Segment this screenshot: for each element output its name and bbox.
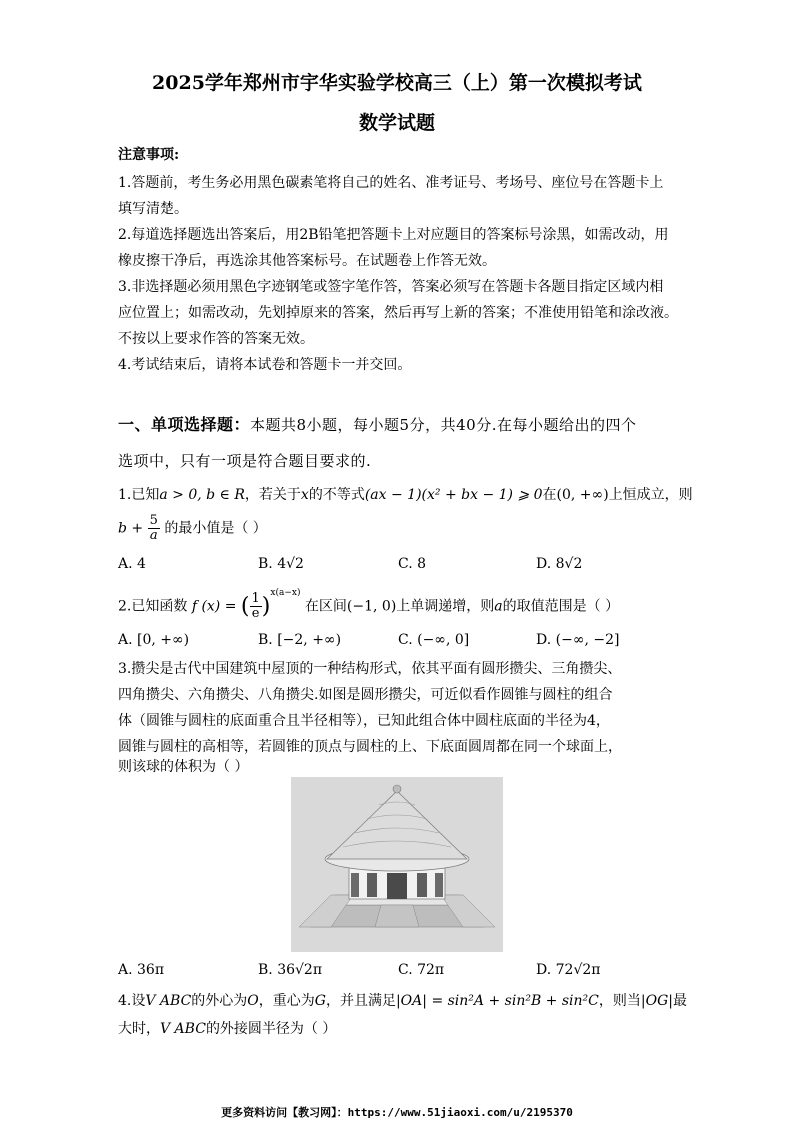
question-4-line-2 xyxy=(118,1018,336,1038)
q4-text: ，重心为 xyxy=(258,993,315,1009)
question-3-line: 圆锥与圆柱的高相等，若圆锥的顶点与圆柱的上、下底面圆周都在同一个球面上， xyxy=(118,739,622,755)
q4-triangle: V ABC xyxy=(145,993,192,1009)
notice-heading: 注意事项: xyxy=(118,147,180,163)
exam-title: 2025学年郑州市宇华实验学校高三（上）第一次模拟考试 xyxy=(152,72,642,94)
q4-text: 4.设 xyxy=(118,993,146,1009)
q4-var-o: O xyxy=(247,993,259,1009)
notice-line: 4.考试结束后，请将本试卷和答题卡一并交回。 xyxy=(118,357,412,373)
notice-line: 1.答题前，考生务必用黑色碳素笔将自己的姓名、准考证号、考场号、座位号在答题卡上 xyxy=(118,175,664,191)
q1-frac-num: 5 xyxy=(149,513,158,528)
q2-option-a[interactable]: A. [0, +∞) xyxy=(118,632,190,648)
q3-option-c[interactable]: C. 72π xyxy=(398,962,445,978)
q1-option-b[interactable]: B. 4√2 xyxy=(258,556,304,572)
notice-line: 不按以上要求作答的答案无效。 xyxy=(118,331,314,347)
q2-text: 在区间 xyxy=(304,598,347,615)
q4-text: 大时， xyxy=(118,1021,160,1037)
pavilion-figure xyxy=(291,777,503,952)
question-1-line-2 xyxy=(118,514,267,543)
notice-line: 应位置上；如需改动，先划掉原来的答案，然后再写上新的答案；不准使用铅笔和涂改液。 xyxy=(118,305,678,321)
section-intro: 本题共8小题，每小题5分，共40分.在每小题给出的四个 xyxy=(250,416,637,434)
notice-line: 橡皮擦干净后，再选涂其他答案标号。在试题卷上作答无效。 xyxy=(118,253,496,269)
q4-text: 的外心为 xyxy=(191,993,248,1009)
q1-expression: b + xyxy=(118,520,144,537)
q1-text: 1.已知 xyxy=(118,487,160,503)
question-3-line: 3.攒尖是古代中国建筑中屋顶的一种结构形式，依其平面有圆形攒尖、三角攒尖、 xyxy=(118,661,622,677)
q1-condition: a > 0, b ∈ R xyxy=(159,487,245,503)
question-1-line-1 xyxy=(118,484,693,504)
q3-option-a[interactable]: A. 36π xyxy=(118,962,165,978)
q2-paren-close: ) xyxy=(261,594,271,619)
question-3-line: 体（圆锥与圆柱的底面重合且半径相等），已知此组合体中圆柱底面的半径为4， xyxy=(118,713,610,729)
notice-line: 3.非选择题必须用黑色字迹钢笔或签字笔作答，答案必须写在答题卡各题目指定区域内相 xyxy=(118,279,664,295)
q1-option-a[interactable]: A. 4 xyxy=(118,556,146,572)
exam-subtitle: 数学试题 xyxy=(358,112,435,134)
q4-og: |OG| xyxy=(640,993,673,1009)
q2-text: 2.已知函数 xyxy=(118,598,188,615)
footer-link[interactable]: 更多资料访问【教习网】：https://www.51jiaoxi.com/u/2195370 xyxy=(221,1106,573,1119)
q4-equation: |OA| = sin²A + sin²B + sin²C xyxy=(395,993,599,1009)
q2-interval: (−1, 0) xyxy=(346,598,397,615)
q2-option-d[interactable]: D. (−∞, −2] xyxy=(536,632,620,648)
q1-option-c[interactable]: C. 8 xyxy=(398,556,427,572)
q2-paren-open: ( xyxy=(240,594,250,619)
question-2-line xyxy=(118,587,620,621)
q4-text: ，则当 xyxy=(598,993,641,1009)
question-3-line: 四角攒尖、六角攒尖、八角攒尖.如图是圆形攒尖，可近似看作圆锥与圆柱的组合 xyxy=(118,687,613,703)
section-heading: 一、单项选择题： xyxy=(118,415,251,434)
q4-var-g: G xyxy=(314,993,326,1009)
q1-inequality: (ax − 1)(x² + bx − 1) ⩾ 0 xyxy=(364,487,543,503)
q1-text: 的不等式 xyxy=(308,487,365,503)
q2-option-b[interactable]: B. [−2, +∞) xyxy=(258,632,342,648)
q1-option-d[interactable]: D. 8√2 xyxy=(536,556,583,572)
q1-var-x: x xyxy=(300,487,309,503)
q2-exponent: x(a−x) xyxy=(270,587,301,598)
section-heading-line xyxy=(118,412,636,435)
q4-triangle: V ABC xyxy=(160,1021,206,1037)
q3-option-b[interactable]: B. 36√2π xyxy=(258,962,323,978)
q2-var-a: a xyxy=(494,598,503,615)
section-intro-cont: 选项中，只有一项是符合题目要求的. xyxy=(118,452,372,470)
q2-base-fraction xyxy=(250,592,262,621)
q1-text: ，若关于 xyxy=(244,487,301,503)
q4-text: 的外接圆半径为（ ） xyxy=(205,1021,337,1037)
q4-text: ，并且满足 xyxy=(325,993,396,1009)
question-4-line-1 xyxy=(118,990,687,1010)
notice-line: 填写清楚。 xyxy=(118,201,188,217)
q2-base-den: e xyxy=(251,606,260,621)
q1-text: 在 xyxy=(542,487,557,503)
q1-text: 上恒成立，则 xyxy=(608,487,693,503)
q1-frac-den: a xyxy=(149,528,158,543)
q1-interval: (0, +∞) xyxy=(556,487,609,503)
q3-option-d[interactable]: D. 72√2π xyxy=(536,962,601,978)
notice-line: 2.每道选择题选出答案后，用2B铅笔把答题卡上对应题目的答案标号涂黑，如需改动，用 xyxy=(118,227,669,243)
q4-text: 最 xyxy=(672,993,687,1009)
question-3-line: 则该球的体积为（ ） xyxy=(118,759,249,775)
q2-text: 的取值范围是（ ） xyxy=(502,598,620,615)
q2-function: f (x) = xyxy=(191,598,237,615)
q2-option-c[interactable]: C. (−∞, 0] xyxy=(398,632,470,648)
q1-text: 的最小值是（ ） xyxy=(164,520,267,537)
q1-fraction xyxy=(148,514,160,543)
q2-base-num: 1 xyxy=(251,591,260,606)
q2-text: 上单调递增，则 xyxy=(396,598,495,615)
